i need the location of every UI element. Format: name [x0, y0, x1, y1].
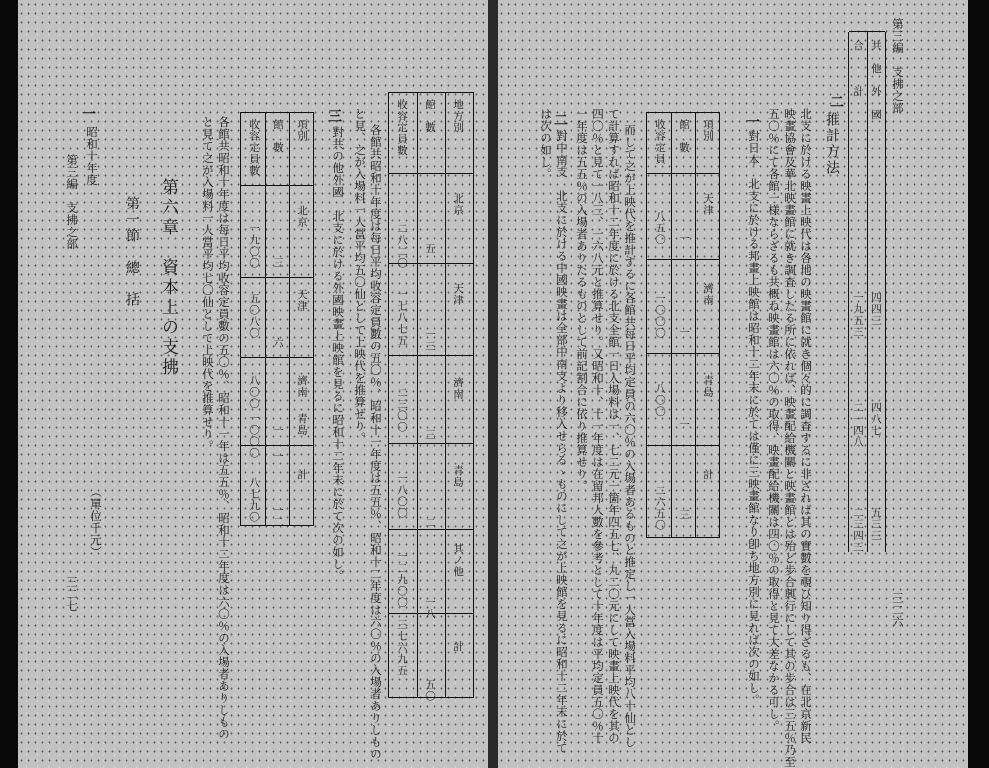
- table-row-label: 館 數: [424, 99, 436, 134]
- summary-table: [848, 32, 886, 552]
- table-header: 青島: [296, 413, 308, 436]
- table-cell: 八〇〇: [654, 383, 666, 418]
- table-cell: 一: [272, 451, 284, 463]
- body-line: と見て之が入場料一人當平均七〇仙として上映代を推算せり。: [201, 116, 215, 452]
- right-page: [498, 0, 968, 768]
- body-line: 各館共昭和十年度は每日平均收容定員數の五〇％、昭和十一年は五五％、昭和十二年度は六〇％の入場者ありしもの: [217, 116, 231, 740]
- item2-text: 對中南支 北支に於ける中國映畫は全部中南支より移入せらるゝものにして之が上映館を見るに昭和十二年末に於て: [555, 130, 569, 754]
- table-header: 青島: [702, 375, 714, 398]
- estimate-paragraph-line: 而して之が上映代を推計するに各館共每日平均定員の六〇％の入場者あるものと推定し一人當入場料平均八十仙とし: [623, 124, 637, 748]
- table-cell: 六: [272, 337, 284, 349]
- foreign-films-table: [240, 112, 314, 526]
- left-page: [18, 0, 488, 768]
- year-label: 昭和十年度: [85, 126, 99, 186]
- table-header: 濟南: [452, 377, 464, 400]
- item3-text: 對共の他外國 北支に於ける外國映畫上映館を見るに昭和十二年末に於て次の如し。: [331, 126, 345, 582]
- table-cell: 二三〇〇: [396, 387, 408, 433]
- summary-cell: 四四三: [870, 292, 882, 327]
- table-header: 青島: [452, 465, 464, 488]
- table-cell: 八七九〇: [248, 477, 260, 523]
- year-mark: 一: [82, 107, 96, 123]
- table-cell: 三: [424, 429, 436, 441]
- table-cell: 二八二〇: [396, 223, 408, 269]
- item3-mark: 三: [328, 109, 342, 125]
- table-header: 天津: [702, 193, 714, 216]
- table-cell: 二: [424, 517, 436, 529]
- estimate-paragraph-line: て計算すれば昭和十二年度に於ける北支全館一日入場料は一、七二元一箇年四五七、九二〇元にして映畫上映代を其の: [607, 108, 621, 744]
- table-header: 地方別: [452, 99, 464, 134]
- left-page-number: 三二七: [65, 576, 79, 612]
- table-cell: 一: [678, 233, 690, 245]
- table-cell: 一八: [424, 597, 436, 620]
- japan-theatre-table: [646, 112, 720, 538]
- method-paragraph-line: 北支に於ける映畫上映代は各地の映畫館に就き個々的に調査するに非ざれば其の實數を覗ひ知り得ざるも、在北京新民: [799, 108, 813, 744]
- method-paragraph-line: 五〇％にて各館一様ならざるも共概ね映畫館は六〇％の取得、映畫配給機關は四〇％の取得と見て大差なかる可し。: [767, 108, 781, 732]
- table-header: 濟南: [296, 375, 308, 398]
- table-header: 計: [702, 469, 714, 481]
- summary-row-label: 合 計: [852, 40, 864, 98]
- item1-mark: 一: [746, 115, 760, 131]
- unit-label: （單位千元）: [89, 486, 103, 558]
- summary-cell: 二一四八: [852, 402, 864, 448]
- item1-text: 對日本 北支に於ける邦畫上映館は昭和十二年末に於ては僅に三映畫館なり卽ち地方別に見れば次の如し。: [747, 130, 761, 706]
- table-row-label: 館 數: [272, 119, 284, 154]
- table-cell: 一: [272, 425, 284, 437]
- table-row-label: 收容定員: [654, 119, 666, 165]
- table-cell: 三: [272, 257, 284, 269]
- table-cell: 一二: [272, 505, 284, 528]
- table-cell: 一九〇〇: [248, 223, 260, 269]
- item2-mark: 二: [554, 113, 568, 129]
- method-mark: 二: [830, 95, 844, 111]
- table-cell: 五: [424, 243, 436, 255]
- table-cell: 一: [678, 419, 690, 431]
- table-row-label: 館 數: [678, 119, 690, 154]
- right-page-number: 三二六: [891, 592, 905, 628]
- table-header: 北京: [296, 205, 308, 228]
- table-header: 濟南: [702, 283, 714, 306]
- table-cell: 一〇〇〇: [248, 413, 260, 459]
- summary-cell: 五三三: [870, 507, 882, 542]
- table-cell: 一三: [424, 329, 436, 352]
- table-cell: 八五〇: [654, 211, 666, 246]
- table-header: 天津: [296, 289, 308, 312]
- method-paragraph-line: 映畫協會及華北映畫館に就き調査したる所に依れば、映畫配給機關と映畫館とは殆ど步合興行にして其の步合は三五％乃至: [783, 108, 797, 768]
- table-header: 北京: [452, 193, 464, 216]
- summary-cell: 一九五三: [852, 292, 864, 338]
- table-header: 天津: [452, 283, 464, 306]
- right-page-header: 第三編 支拂之部: [891, 18, 905, 114]
- summary-row-label: 共 他 外 國: [870, 40, 882, 121]
- estimate-paragraph-line: 一年度は五五％の入場者ありたるものとして前記割合に依り推算せり。: [575, 108, 589, 492]
- table-cell: 八〇〇: [248, 375, 260, 410]
- table-cell: 五〇八〇: [248, 293, 260, 339]
- estimate-paragraph-line: 四〇％と見て一八三、一六八元と推算せり。又昭和十、十一年度は在留邦人數を參考として十年度は平均定員五〇％十: [591, 108, 605, 744]
- china-films-table: [388, 92, 474, 702]
- table-cell: 三七六九五: [396, 619, 408, 677]
- table-cell: 一七八七五: [396, 289, 408, 347]
- summary-cell: 四八七: [870, 402, 882, 437]
- table-cell: 五〇: [424, 679, 436, 702]
- table-cell: 一: [678, 327, 690, 339]
- summary-cell: 二三四三: [852, 507, 864, 553]
- table-cell: 一八〇〇: [396, 473, 408, 519]
- table-row-label: 收容定員數: [396, 99, 408, 157]
- table-header: 計: [452, 641, 464, 653]
- table-row-label: 收容定員數: [248, 119, 260, 177]
- chapter-title: 第六章 資本上の支拂: [158, 178, 178, 378]
- method-title: 推計方法: [824, 112, 840, 176]
- table-cell: 三: [678, 509, 690, 521]
- table-cell: 一二九〇〇: [396, 551, 408, 609]
- left-page-header: 第三編 支拂之部: [65, 154, 79, 250]
- section-title: 第一節 總 括: [124, 196, 140, 308]
- table-cell: 一〇〇〇: [654, 293, 666, 339]
- table-header: 項別: [702, 119, 714, 142]
- body-line: と見、之が入場料一人當平均五〇仙として上映代を推算せり。: [353, 108, 367, 444]
- body-line: 各館共昭和十年度は每日平均收容定員數の五〇％、昭和十一年度は五五％、昭和十二年度は六〇％の入場者ありしもの: [369, 124, 383, 760]
- table-header: 其ノ他: [452, 543, 464, 578]
- item2-tail: は次の如し。: [539, 108, 553, 180]
- table-header: 項別: [296, 119, 308, 142]
- table-header: 計: [296, 469, 308, 481]
- table-cell: 二六五〇: [654, 485, 666, 531]
